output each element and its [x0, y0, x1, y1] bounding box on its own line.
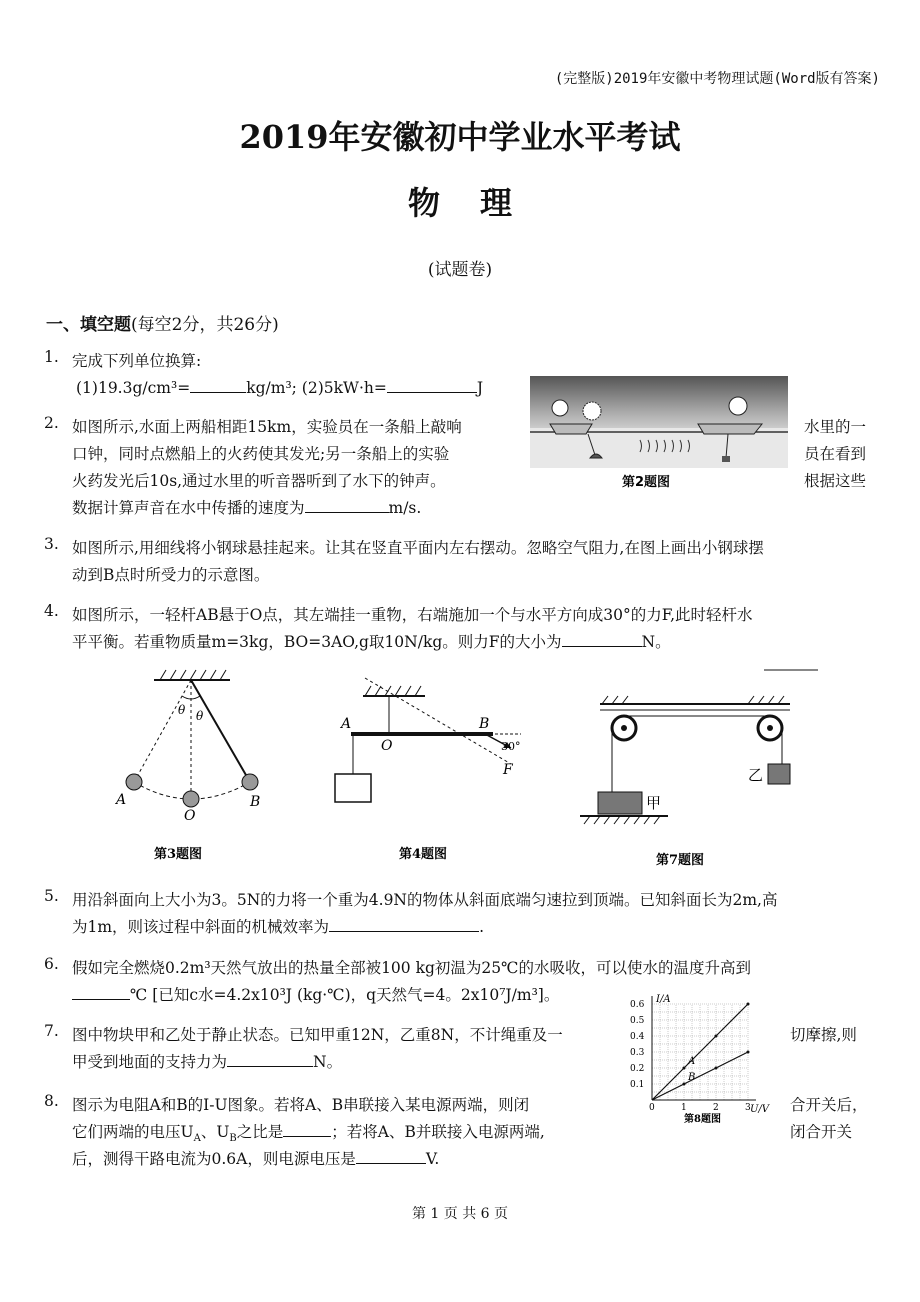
subject-title: 物理 — [407, 184, 552, 222]
question-text: 员在看到 — [804, 445, 867, 463]
point-label-o: O — [184, 808, 196, 824]
question-text: 平平衡。若重物质量m=3kg，BO=3AO,g取10N/kg。则力F的大小为 N。 — [72, 629, 671, 656]
question-text: 用沿斜面向上大小为3。5N的力将一个重为4.9N的物体从斜面底端匀速拉到顶端。已知斜面长为2m,高 — [72, 891, 778, 909]
answer-blank[interactable] — [329, 915, 479, 932]
figure-8-caption: 第8题图 — [684, 1114, 721, 1125]
question-text: 如图所示，一轻杆AB悬于O点，其左端挂一重物，右端施加一个与水平方向成30°的力F,此时轻杆水 — [72, 606, 753, 624]
boats-illustration — [530, 376, 788, 494]
question-text: 假如完全燃烧0.2m³天然气放出的热量全部被100 kg初温为25℃的水吸收，可以使水的温度升高到 — [72, 959, 751, 977]
point-label-a: A — [341, 716, 352, 732]
question-text: 闭合开关 — [790, 1123, 853, 1141]
question-number: 8. — [44, 1092, 59, 1110]
question-text: 切摩擦,则 — [790, 1026, 857, 1044]
section-scoring: (每空2分，共26分) — [131, 315, 279, 335]
y-tick-label: 0.4 — [630, 1032, 645, 1042]
answer-blank[interactable] — [283, 1120, 331, 1137]
figure-7-caption: 第7题图 — [656, 853, 705, 868]
data-point — [747, 1003, 750, 1006]
theta-label: θ — [196, 709, 204, 723]
x-tick-label: 1 — [681, 1103, 687, 1113]
y-tick-label: 0.6 — [630, 1000, 645, 1010]
section-heading — [46, 310, 279, 335]
section-title: 一、填空题 — [46, 315, 131, 335]
point-label-o: O — [381, 738, 393, 754]
question-text: 为1m，则该过程中斜面的机械效率为 . — [72, 914, 484, 941]
question-text: 甲受到地面的支持力为 N。 — [72, 1049, 342, 1076]
question-text: 它们两端的电压$U_A$、$U_B$之比是 ；若将A、B并联接入电源两端, — [72, 1119, 545, 1152]
answer-blank[interactable] — [227, 1050, 313, 1067]
x-tick-label: 2 — [713, 1103, 719, 1113]
point-label-b: B — [479, 716, 490, 732]
question-text: 图示为电阻A和B的I-U图象。若将A、B串联接入某电源两端，则闭 — [72, 1096, 530, 1114]
question-number: 2. — [44, 414, 59, 432]
answer-blank[interactable] — [72, 983, 130, 1000]
answer-blank[interactable] — [387, 376, 477, 393]
pulley-diagram — [570, 668, 820, 874]
theta-label: θ — [178, 703, 186, 717]
question-text: 完成下列单位换算: — [72, 352, 202, 370]
data-point — [715, 1067, 718, 1070]
answer-blank[interactable] — [356, 1147, 426, 1164]
figure-4-caption: 第4题图 — [399, 847, 448, 862]
question-number: 7. — [44, 1022, 59, 1040]
series-label-a: A — [688, 1056, 696, 1067]
figure-7 — [570, 668, 820, 874]
question-text: 动到B点时所受力的示意图。 — [72, 566, 270, 584]
question-number: 1. — [44, 348, 59, 366]
question-text: 口钟，同时点燃船上的火药使其发光;另一条船上的实验 — [72, 445, 450, 463]
y-tick-label: 0.2 — [630, 1064, 645, 1074]
y-axis-label: I/A — [656, 994, 671, 1005]
point-label-b: B — [250, 794, 261, 810]
pendulum-diagram — [104, 668, 284, 868]
data-point — [715, 1035, 718, 1038]
series-label-b: B — [688, 1072, 696, 1083]
figure-4 — [325, 668, 525, 868]
y-tick-label: 0.1 — [630, 1080, 645, 1090]
question-text-line2: (1)19.3g/cm³= kg/m³; (2)5kW·h= J — [76, 375, 483, 402]
question-text: ℃ [已知c水=4.2x10³J (kg·℃)，q天然气=4。2x10⁷J/m³]。 — [72, 982, 559, 1009]
force-label-f: F — [503, 762, 513, 778]
block-label-yi: 乙 — [748, 766, 764, 784]
figure-2 — [530, 376, 788, 494]
data-point — [683, 1067, 686, 1070]
y-tick-label: 0.3 — [630, 1048, 645, 1058]
figure-2-caption: 第2题图 — [622, 475, 671, 490]
data-point — [747, 1051, 750, 1054]
question-number: 3. — [44, 535, 59, 553]
question-text: 后，测得干路电流为0.6A，则电源电压是 V. — [72, 1146, 439, 1173]
question-text: 如图所示,用细线将小钢球悬挂起来。让其在竖直平面内左右摆动。忽略空气阻力,在图上画出小钢球摆 — [72, 539, 764, 557]
iu-graph — [622, 990, 778, 1126]
x-tick-label: 3 — [745, 1103, 751, 1113]
data-point — [683, 1083, 686, 1086]
question-text: 数据计算声音在水中传播的速度为 m/s. — [72, 495, 421, 522]
question-text: 水里的一 — [804, 418, 867, 436]
figure-3 — [104, 668, 284, 868]
lever-diagram — [325, 668, 525, 868]
answer-blank[interactable] — [562, 630, 642, 647]
figure-8 — [622, 990, 778, 1126]
question-number: 6. — [44, 955, 59, 973]
answer-blank[interactable] — [305, 496, 389, 513]
question-text: 火药发光后10s,通过水里的听音器听到了水下的钟声。 — [72, 472, 446, 490]
angle-label: 30° — [501, 740, 521, 753]
point-label-a: A — [116, 792, 127, 808]
question-number: 5. — [44, 887, 59, 905]
question-text: 如图所示,水面上两船相距15km，实验员在一条船上敲响 — [72, 418, 462, 436]
x-axis-label: U/V — [750, 1104, 770, 1115]
page-footer: 第 1 页 共 6 页 — [411, 1206, 509, 1222]
figure-3-caption: 第3题图 — [154, 847, 203, 862]
question-text: 图中物块甲和乙处于静止状态。已知甲重12N，乙重8N，不计绳重及一 — [72, 1026, 563, 1044]
answer-blank[interactable] — [190, 376, 246, 393]
exam-title: 2019年安徽初中学业水平考试 — [239, 118, 681, 156]
question-text: 合开关后， — [790, 1096, 868, 1114]
paper-type: (试题卷) — [427, 260, 493, 280]
question-text: 根据这些 — [804, 472, 867, 490]
question-number: 4. — [44, 602, 59, 620]
block-label-jia: 甲 — [646, 794, 662, 812]
y-tick-label: 0.5 — [630, 1016, 645, 1026]
x-tick-label: 0 — [649, 1103, 655, 1113]
header-note: (完整版)2019年安徽中考物理试题(Word版有答案) — [554, 71, 880, 87]
